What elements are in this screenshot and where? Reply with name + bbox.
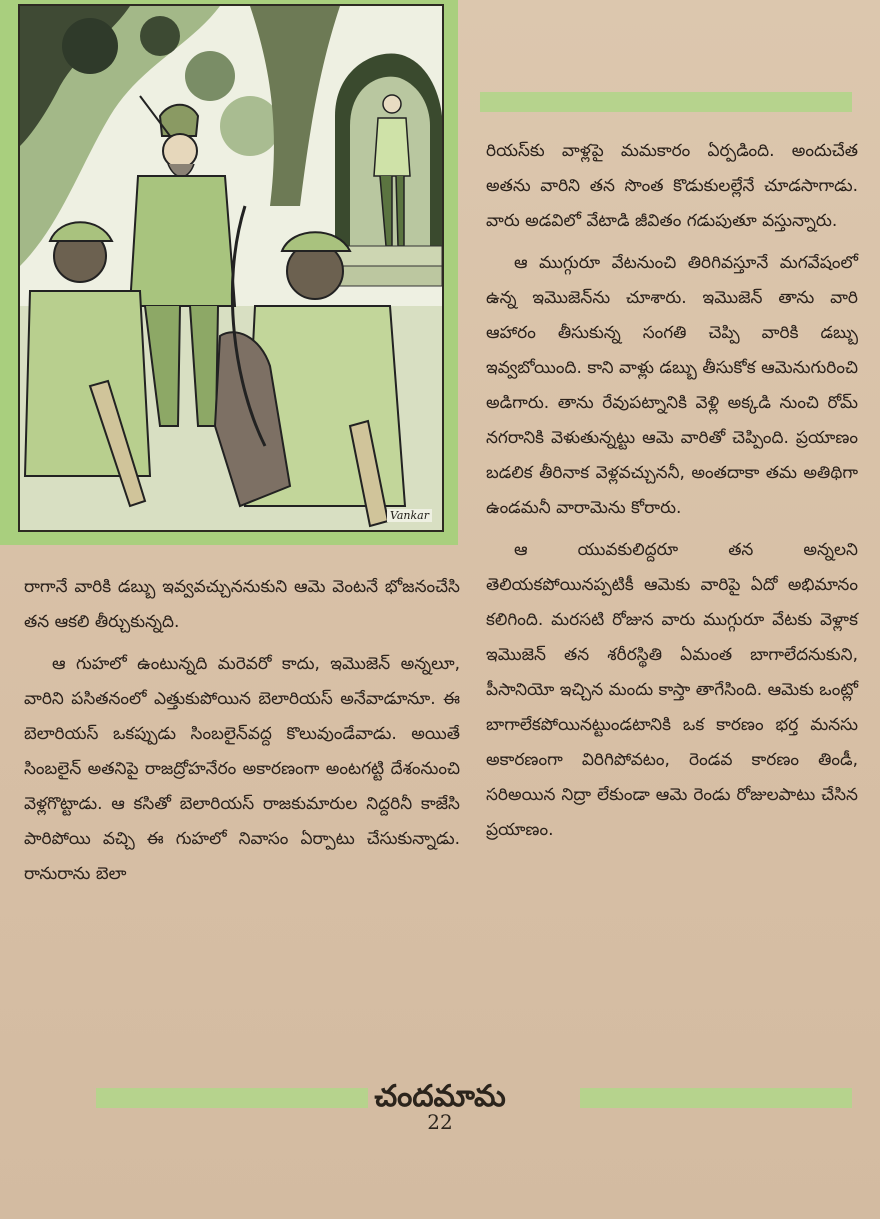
- forest-cave-scene-icon: [20, 6, 442, 530]
- decorative-strip-top: [480, 92, 852, 112]
- paragraph: ఆ ముగ్గురూ వేటనుంచి తిరిగివస్తూనే మగవేషంలో ఉన్న ఇమొజెన్‌ను చూశారు. ఇమొజెన్ తాను వారి ఆహారం తీసుకున్న సంగతి చెప్పి వారికి డబ్బు ఇవ్వబోయింది. కాని వాళ్లు డబ్బు తీసుకోక ఆమెనుగురించి అడిగారు. తాను రేవుపట్నానికి వెళ్లి అక్కడి నుంచి రోమ్ నగరానికి వెళుతున్నట్టు ఆమె వారితో చెప్పింది. ప్రయాణం బడలిక తీరినాక వెళ్లవచ్చుననీ, అంతదాకా తమ అతిథిగా ఉండమనీ వారామెను కోరారు.: [486, 253, 858, 518]
- illustration-frame: [0, 0, 458, 545]
- illustration: [18, 4, 444, 532]
- paragraph: ఆ గుహలో ఉంటున్నది మరెవరో కాదు, ఇమొజెన్ అన్నలూ, వారిని పసితనంలో ఎత్తుకుపోయిన బెలారియస్ అనేవాడూనూ. ఈ బెలారియస్ ఒకప్పుడు సింబలైన్‌వద్ద కొలువుండేవాడు. అయితే సింబలైన్ అతనిపై రాజద్రోహనేరం అకారణంగా అంటగట్టి దేశంనుంచి వెళ్లగొట్టాడు. ఆ కసితో బెలారియస్ రాజకుమారుల నిద్దరినీ కాజేసి పారిపోయి వచ్చి ఈ గుహలో నివాసం ఏర్పాటు చేసుకున్నాడు. రానురాను బెలా: [24, 654, 460, 884]
- text-column-left: [24, 570, 460, 899]
- paragraph: రాగానే వారికి డబ్బు ఇవ్వవచ్చుననుకుని ఆమె వెంటనే భోజనంచేసి తన ఆకలి తీర్చుకున్నది.: [24, 577, 460, 632]
- artist-signature: Vankar: [387, 509, 432, 522]
- paragraph: ఆ యువకులిద్దరూ తన అన్నలని తెలియకపోయినప్పటికీ ఆమెకు వారిపై ఏదో అభిమానం కలిగింది. మరసటి రోజున వారు ముగ్గురూ వేటకు వెళ్లాక ఇమొజెన్ తన శరీరస్థితి ఏమంత బాగాలేదనుకుని, పీసానియో ఇచ్చిన మందు కాస్తా తాగేసింది. ఆమెకు ఒంట్లో బాగాలేకపోయినట్టుండటానికి ఒక కారణం భర్త మనసు అకారణంగా విరిగిపోవటం, రెండవ కారణం తిండీ, సరిఅయిన నిద్రా లేకుండా ఆమె రెండు రోజులపాటు చేసిన ప్రయాణం.: [486, 540, 858, 840]
- paragraph: రియస్‌కు వాళ్లపై మమకారం ఏర్పడింది. అందుచేత అతను వారిని తన సొంత కొడుకులల్లేనే చూడసాగాడు. వారు అడవిలో వేటాడి జీవితం గడుపుతూ వస్తున్నారు.: [486, 141, 858, 231]
- text-column-right: [486, 134, 858, 855]
- page-number: 22: [427, 1110, 453, 1134]
- magazine-title: చందమామ: [374, 1079, 506, 1114]
